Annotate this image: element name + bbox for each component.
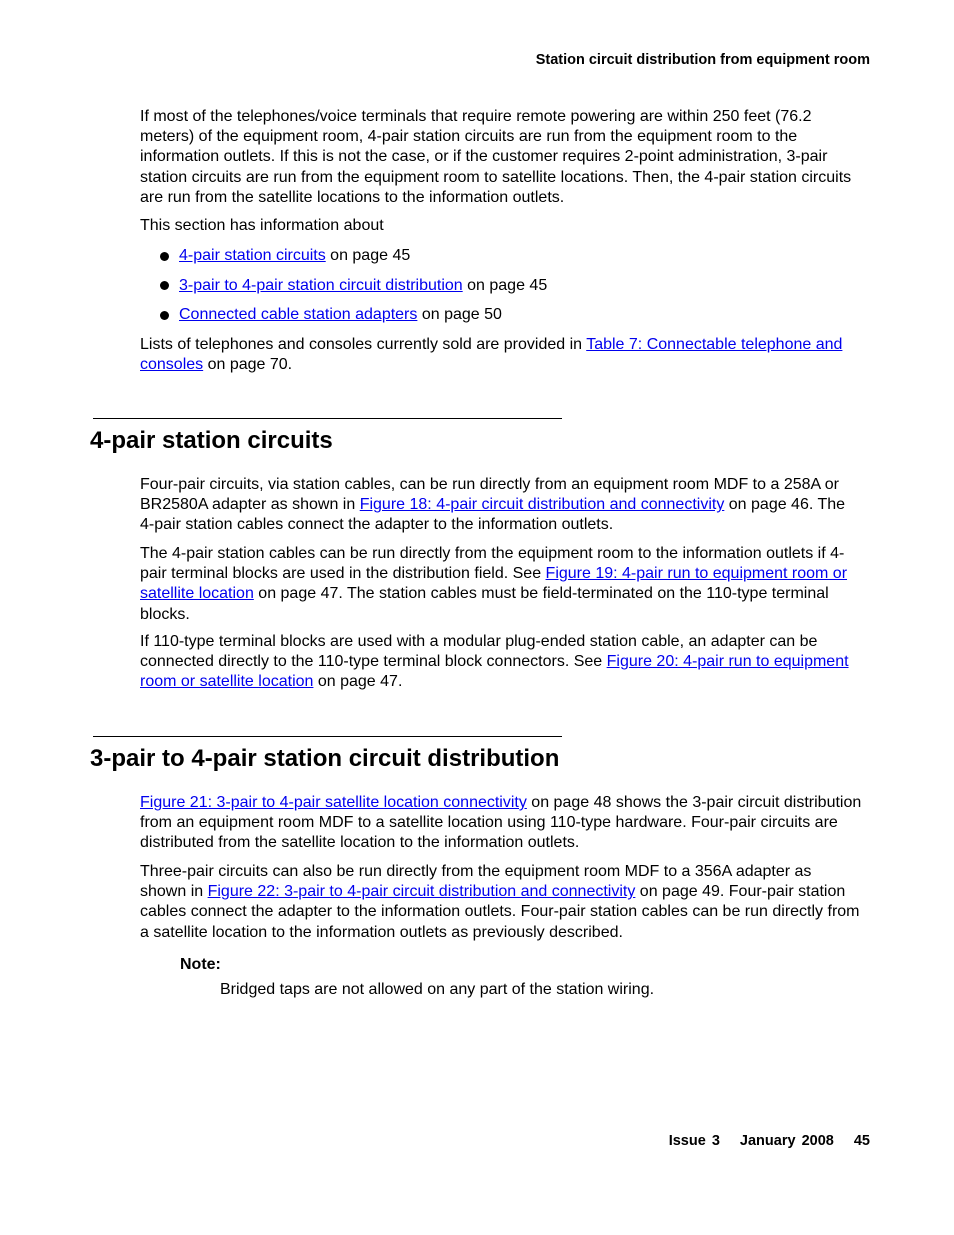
bullet-icon xyxy=(160,252,169,261)
section-rule xyxy=(93,736,562,737)
page-footer xyxy=(669,1133,870,1149)
note-label: Note: xyxy=(180,956,221,973)
running-header-title: Station circuit distribution from equipment room xyxy=(535,52,870,68)
footer-issue: Issue 3 xyxy=(668,1133,720,1149)
list-item xyxy=(160,305,547,325)
lists-suffix: on page 70. xyxy=(203,356,293,374)
link-figure-21[interactable]: Figure 21: 3-pair to 4-pair satellite location connectivity xyxy=(140,794,527,811)
paragraph-text: on page 47. The station cables must be field-terminated on the 110-type terminal blocks. xyxy=(140,585,829,623)
bullet-icon xyxy=(160,311,169,320)
link-figure-22[interactable]: Figure 22: 3-pair to 4-pair circuit distribution and connectivity xyxy=(207,883,636,901)
section-rule xyxy=(93,418,562,419)
list-item xyxy=(160,276,547,296)
section2-paragraph-2 xyxy=(140,862,862,943)
link-connected-cable-station-adapters[interactable]: Connected cable station adapters xyxy=(179,306,418,323)
link-figure-19[interactable]: Figure 19: 4-pair run to equipment room or satellite location xyxy=(140,565,848,603)
paragraph-text: on page 46. The 4-pair station cables connect the adapter to the information outlets. xyxy=(140,496,846,534)
paragraph-text: Three-pair circuits can also be run directly from the equipment room MDF to a 356A adapter as shown in xyxy=(140,863,812,901)
paragraph-text: on page 47. xyxy=(313,673,403,691)
section-heading-3-pair-to-4-pair: 3-pair to 4-pair station circuit distribution xyxy=(90,745,560,772)
paragraph-text: If 110-type terminal blocks are used with a modular plug-ended station cable, an adapter can be connected directly to the 110-type terminal block connectors. See xyxy=(140,633,818,671)
section1-paragraph-2 xyxy=(140,544,862,625)
paragraph-text: The 4-pair station cables can be run directly from the equipment room to the information outlets if 4-pair terminal blocks are used in the distribution field. See xyxy=(140,545,845,583)
intro-text: If most of the telephones/voice terminals that require remote powering are within 250 feet (76.2 meters) of the equipment room, 4-pair station circuits are run from the equipment room to the information outlets. If this is not the case, or if the customer requires 2-point administration, 3-pair station circuits are run from the equipment room to satellite locations. Then, the 4-pair station circuits are run from the satellite locations to the information outlets. xyxy=(140,108,852,206)
section2-paragraph-1 xyxy=(140,793,862,854)
bullet-suffix: on page 45 xyxy=(462,276,548,294)
list-item xyxy=(160,246,547,266)
lists-prefix: Lists of telephones and consoles currently sold are provided in xyxy=(140,336,587,353)
bullet-suffix: on page 45 xyxy=(325,247,411,264)
bullet-suffix: on page 50 xyxy=(417,306,502,323)
link-figure-18[interactable]: Figure 18: 4-pair circuit distribution and connectivity xyxy=(359,496,725,514)
section-info-text: This section has information about xyxy=(140,217,384,234)
page-number: 45 xyxy=(853,1133,870,1149)
section-heading-4-pair: 4-pair station circuits xyxy=(90,427,333,454)
section1-paragraph-3 xyxy=(140,632,862,693)
link-3-pair-to-4-pair-distribution[interactable]: 3-pair to 4-pair station circuit distribution xyxy=(179,276,463,294)
link-table-7[interactable]: Table 7: Connectable telephone and consoles xyxy=(140,336,843,374)
bullet-list xyxy=(160,246,547,325)
lists-paragraph xyxy=(140,335,862,375)
link-4-pair-station-circuits[interactable]: 4-pair station circuits xyxy=(179,247,326,264)
paragraph-text: on page 49. Four-pair station cables connect the adapter to the information outlets. Four-pair station cables can be run directly from a satellite location to the information outlets as previously described. xyxy=(140,883,860,941)
paragraph-text: on page 48 shows the 3-pair circuit distribution from an equipment room MDF to a satellite location using 110-type hardware. Four-pair circuits are distributed from the satellite location to the information outlets. xyxy=(140,794,862,852)
footer-date: January 2008 xyxy=(739,1133,834,1149)
bullet-icon xyxy=(160,281,169,290)
section1-paragraph-1 xyxy=(140,475,862,536)
note-text: Bridged taps are not allowed on any part of the station wiring. xyxy=(220,981,655,998)
link-figure-20[interactable]: Figure 20: 4-pair run to equipment room or satellite location xyxy=(140,653,849,691)
paragraph-text: Four-pair circuits, via station cables, can be run directly from an equipment room MDF to a 258A or BR2580A adapter as shown in xyxy=(140,476,839,514)
intro-paragraph xyxy=(140,107,862,208)
